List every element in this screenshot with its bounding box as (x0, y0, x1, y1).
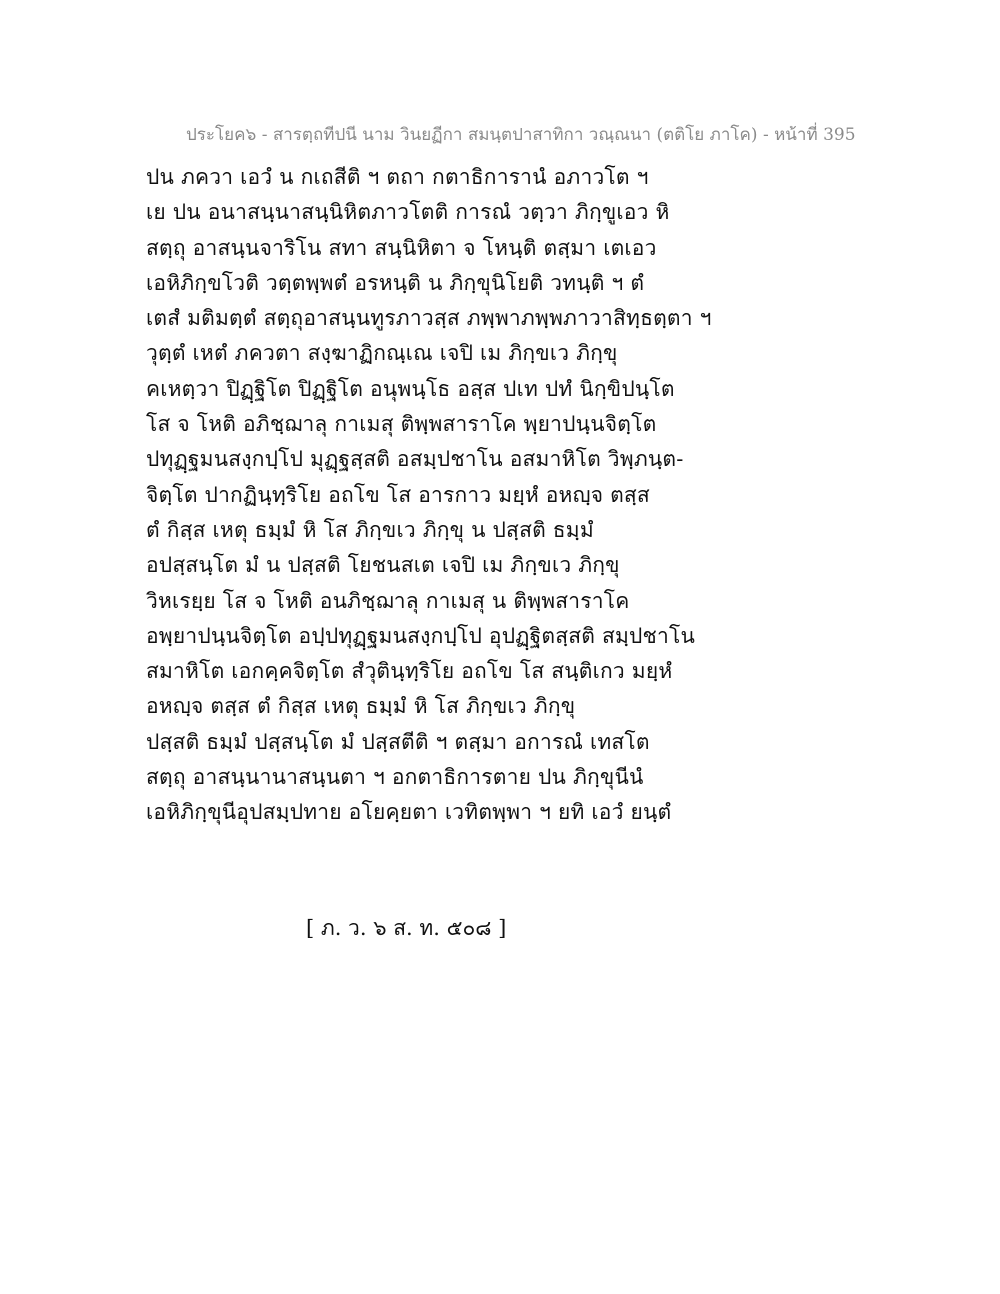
text-line: สมาหิโต เอกคฺคจิตฺโต สํวุตินฺทฺริโย อถโข โส สนฺติเกว มยฺหํ (146, 659, 673, 684)
text-line: อพฺยาปนฺนจิตฺโต อปฺปทุฏฺฐมนสงฺกปฺโป อุปฏฺฐิตสฺสติ สมฺปชาโน (146, 623, 696, 648)
body-text (146, 160, 712, 831)
text-line: จิตฺโต ปากฏินฺทฺริโย อถโข โส อารกาว มยฺหํ อหญฺจ ตสฺส (146, 482, 650, 507)
text-line: โส จ โหติ อภิชฺฌาลุ กาเมสุ ติพฺพสาราโค พฺยาปนฺนจิตฺโต (146, 412, 657, 437)
text-line: อหญฺจ ตสฺส ตํ กิสฺส เหตุ ธมฺมํ หิ โส ภิกฺขเว ภิกฺขุ (146, 694, 576, 719)
page-header: ประโยค๖ - สารตฺถทีปนี นาม วินยฏีกา สมนฺตปาสาทิกา วณฺณนา (ตติโย ภาโค) - หน้าที่ 395 (186, 125, 856, 145)
scripture-reference: [ ภ. ว. ๖ ส. ท. ๕๐๘ ] (306, 916, 507, 940)
text-line: เย ปน อนาสนฺนาสนฺนิหิตภาวโตติ การณํ วตฺวา ภิกฺขูเอว หิ (146, 200, 670, 225)
text-line: ปสฺสติ ธมฺมํ ปสฺสนฺโต มํ ปสฺสตีติ ฯ ตสฺมา อการณํ เทสโต (146, 729, 650, 754)
text-line: สตฺถุ อาสนฺนานาสนฺนตา ฯ อกตาธิการตาย ปน ภิกฺขุนีนํ (146, 765, 644, 790)
text-line: เตสํ มติมตฺตํ สตฺถุอาสนฺนทูรภาวสฺส ภพฺพาภพฺพภาวาสิทฺธตฺตา ฯ (146, 306, 712, 331)
text-line: สตฺถุ อาสนฺนจาริโน สทา สนฺนิหิตา จ โหนฺติ ตสฺมา เตเอว (146, 235, 657, 260)
text-line: วิหเรยฺย โส จ โหติ อนภิชฺฌาลุ กาเมสุ น ติพฺพสาราโค (146, 588, 630, 613)
text-line: ปน ภควา เอวํ น กเถสีติ ฯ ตถา กตาธิการานํ อภาวโต ฯ (146, 165, 649, 189)
text-line: ปทุฏฺฐมนสงฺกปฺโป มุฏฺฐสฺสติ อสมฺปชาโน อสมาหิโต วิพฺภนฺต- (146, 447, 684, 472)
text-line: คเหตฺวา ปิฏฺฐิโต ปิฏฺฐิโต อนุพนฺโธ อสฺส ปเท ปทํ นิกฺขิปนฺโต (146, 376, 675, 401)
text-line: เอหิภิกฺขโวติ วตฺตพฺพตํ อรหนฺติ น ภิกฺขุนิโยติ วทนฺติ ฯ ตํ (146, 270, 645, 295)
text-line: เอหิภิกฺขุนีอุปสมฺปทาย อโยคฺยตา เวทิตพฺพา ฯ ยทิ เอวํ ยนฺตํ (146, 800, 672, 825)
text-line: อปสฺสนฺโต มํ น ปสฺสติ โยชนสเต เจปิ เม ภิกฺขเว ภิกฺขุ (146, 553, 620, 578)
text-line: ตํ กิสฺส เหตุ ธมฺมํ หิ โส ภิกฺขเว ภิกฺขุ น ปสฺสติ ธมฺมํ (146, 517, 594, 542)
text-line: วุตฺตํ เหตํ ภควตา สงฺฆาฏิกณฺเณ เจปิ เม ภิกฺขเว ภิกฺขุ (146, 341, 618, 366)
